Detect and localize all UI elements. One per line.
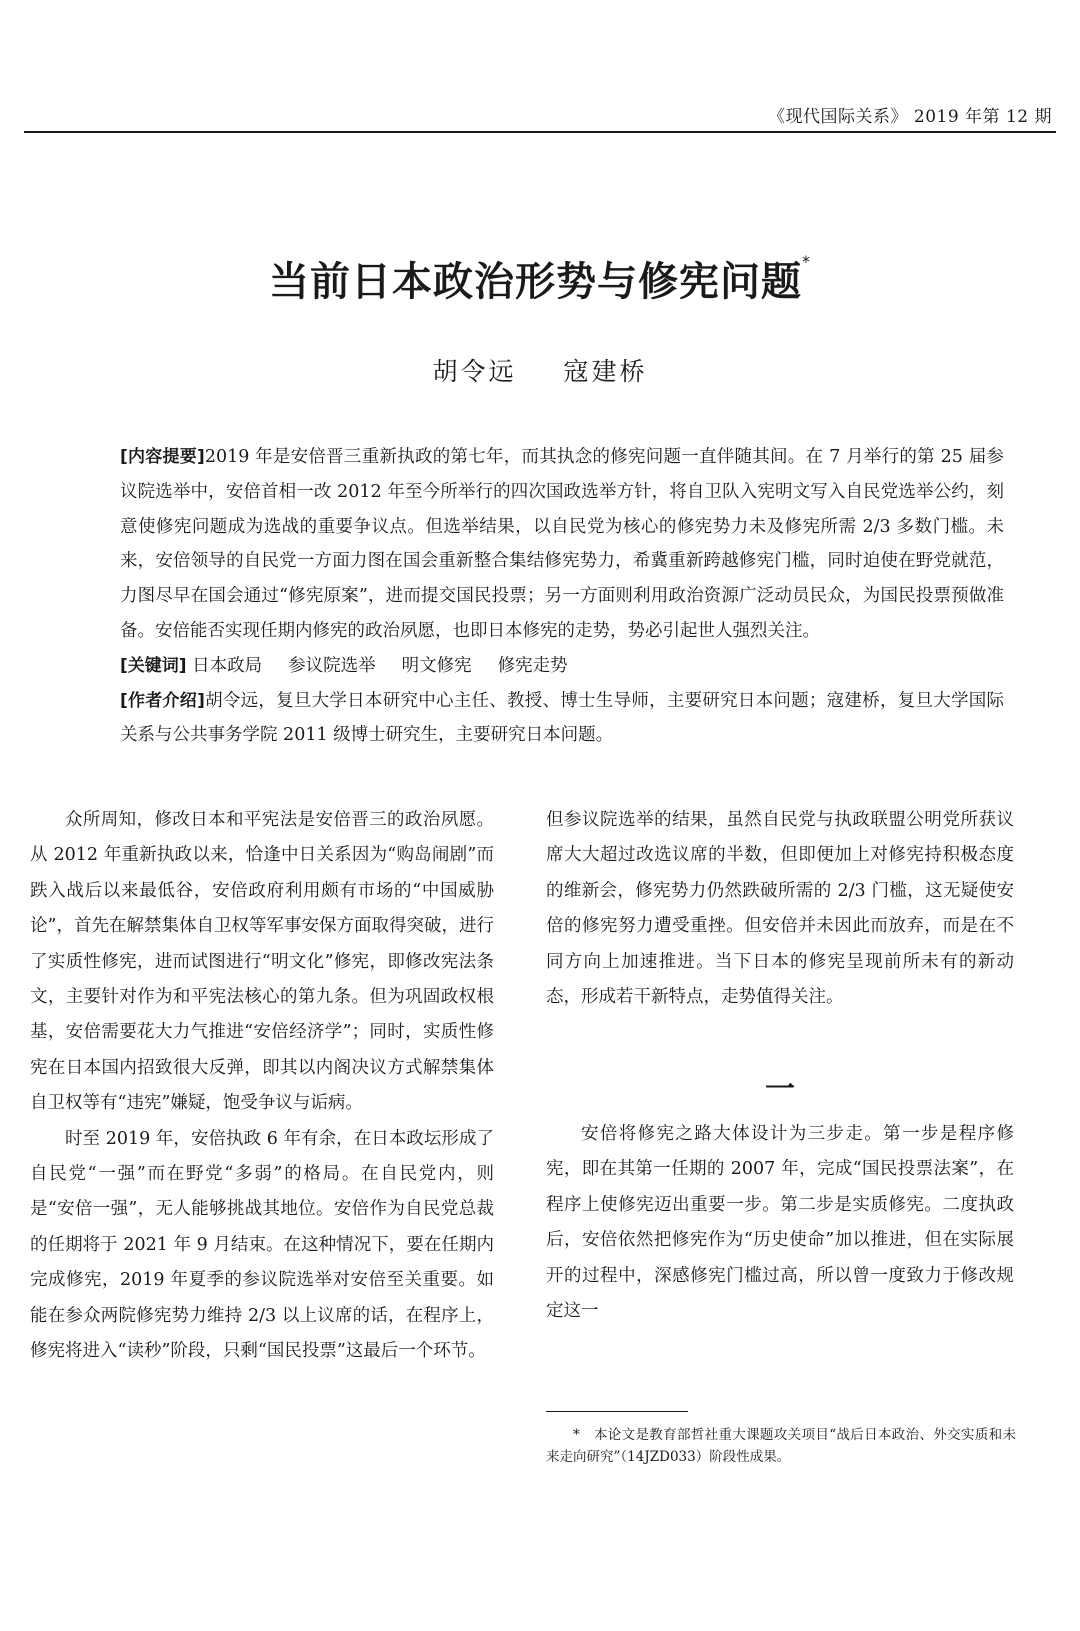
keyword: 修宪走势 [497,655,568,676]
keyword: 明文修宪 [401,655,472,676]
author-info-tag: [作者介绍] [120,690,205,711]
article-title [0,250,1080,307]
keyword: 参议院选举 [288,655,376,676]
body-paragraph: 安倍将修宪之路大体设计为三步走。第一步是程序修宪，即在其第一任期的 2007 年，完成“国民投票法案”，在程序上使修宪迈出重要一步。第二步是实质修宪。二度执政后，安倍依然把修宪作为“历史使命”加以推进，但在实际展开的过程中，深感修宪门槛过高，所以曾一度致力于修改规定这一 [546,1124,1014,1322]
keywords-tag: [关键词] [120,655,187,676]
author-name: 胡令远 [432,357,517,386]
body-column-left [30,803,494,1370]
title-text: 当前日本政治形势与修宪问题 [269,259,802,305]
footnote-rule [546,1411,688,1412]
authors [0,352,1080,388]
summary-tag: [内容提要] [120,447,205,467]
author-info [120,684,1004,754]
body-paragraph: 时至 2019 年，安倍执政 6 年有余，在日本政坛形成了自民党“一强”而在野党“多弱”的格局。在自民党内，则是“安倍一强”，无人能够挑战其地位。安倍作为自民党总裁的任期将于 2021 年 9 月结束。在这种情况下，要在任期内完成修宪，2019 年夏季的参议院选举对安倍至关重要。如能在参众两院修宪势力维持 2/3 以上议席的话，在程序上，修宪将进入“读秒”阶段，只剩“国民投票”这最后一个环节。 [30,1128,494,1362]
title-footnote-mark: * [802,252,811,271]
keywords-line [120,649,1004,684]
journal-header: 《现代国际关系》 2019 年第 12 期 [767,107,1052,127]
header-rule [24,131,1056,133]
footnote-mark: * [573,1427,580,1443]
body-paragraph: 众所周知，修改日本和平宪法是安倍晋三的政治夙愿。从 2012 年重新执政以来，恰逢中日关系因为“购岛闹剧”而跌入战后以来最低谷，安倍政府利用颇有市场的“中国威胁论”，首先在解禁集体自卫权等军事安保方面取得突破，进行了实质性修宪，进而试图进行“明文化”修宪，即修改宪法条文，主要针对作为和平宪法核心的第九条。但为巩固政权根基，安倍需要花大力气推进“安倍经济学”；同时，实质性修宪在日本国内招致很大反弹，即其以内阁决议方式解禁集体自卫权等有“违宪”嫌疑，饱受争议与诟病。 [30,810,494,1114]
abstract-summary [120,440,1004,649]
author-name: 寇建桥 [563,357,648,386]
body-paragraph: 但参议院选举的结果，虽然自民党与执政联盟公明党所获议席大大超过改选议席的半数，但即便加上对修宪持积极态度的维新会，修宪势力仍然跌破所需的 2/3 门槛，这无疑使安倍的修宪努力遭受重挫。但安倍并未因此而放弃，而是在不同方向上加速推进。当下日本的修宪呈现前所未有的新动态，形成若干新特点，走势值得关注。 [546,810,1014,1008]
body-column-right-bottom [546,1117,1014,1329]
body-column-right-top [546,803,1014,1015]
author-info-text: 胡令远，复旦大学日本研究中心主任、教授、博士生导师，主要研究日本问题；寇建桥，复旦大学国际关系与公共事务学院 2011 级博士研究生，主要研究日本问题。 [120,690,1004,746]
summary-text: 2019 年是安倍晋三重新执政的第七年，而其执念的修宪问题一直伴随其间。在 7 月举行的第 25 届参议院选举中，安倍首相一改 2012 年至今所举行的四次国政选举方针，将自卫队入宪明文写入自民党选举公约，刻意使修宪问题成为选战的重要争议点。但选举结果，以自民党为核心的修宪势力未及修宪所需 2/3 多数门槛。未来，安倍领导的自民党一方面力图在国会重新整合集结修宪势力，希冀重新跨越修宪门槛，同时迫使在野党就范，力图尽早在国会通过“修宪原案”，进而提交国民投票；另一方面则利用政治资源广泛动员民众，为国民投票预做准备。安倍能否实现任期内修宪的政治夙愿，也即日本修宪的走势，势必引起世人强烈关注。 [120,447,1004,641]
footnote [546,1424,1016,1468]
section-heading: 一 [765,1072,795,1107]
abstract-block [120,440,1004,753]
footnote-text: 本论文是教育部哲社重大课题攻关项目“战后日本政治、外交实质和未来走向研究”（14JZD033）阶段性成果。 [546,1427,1017,1465]
keyword: 日本政局 [192,655,263,676]
